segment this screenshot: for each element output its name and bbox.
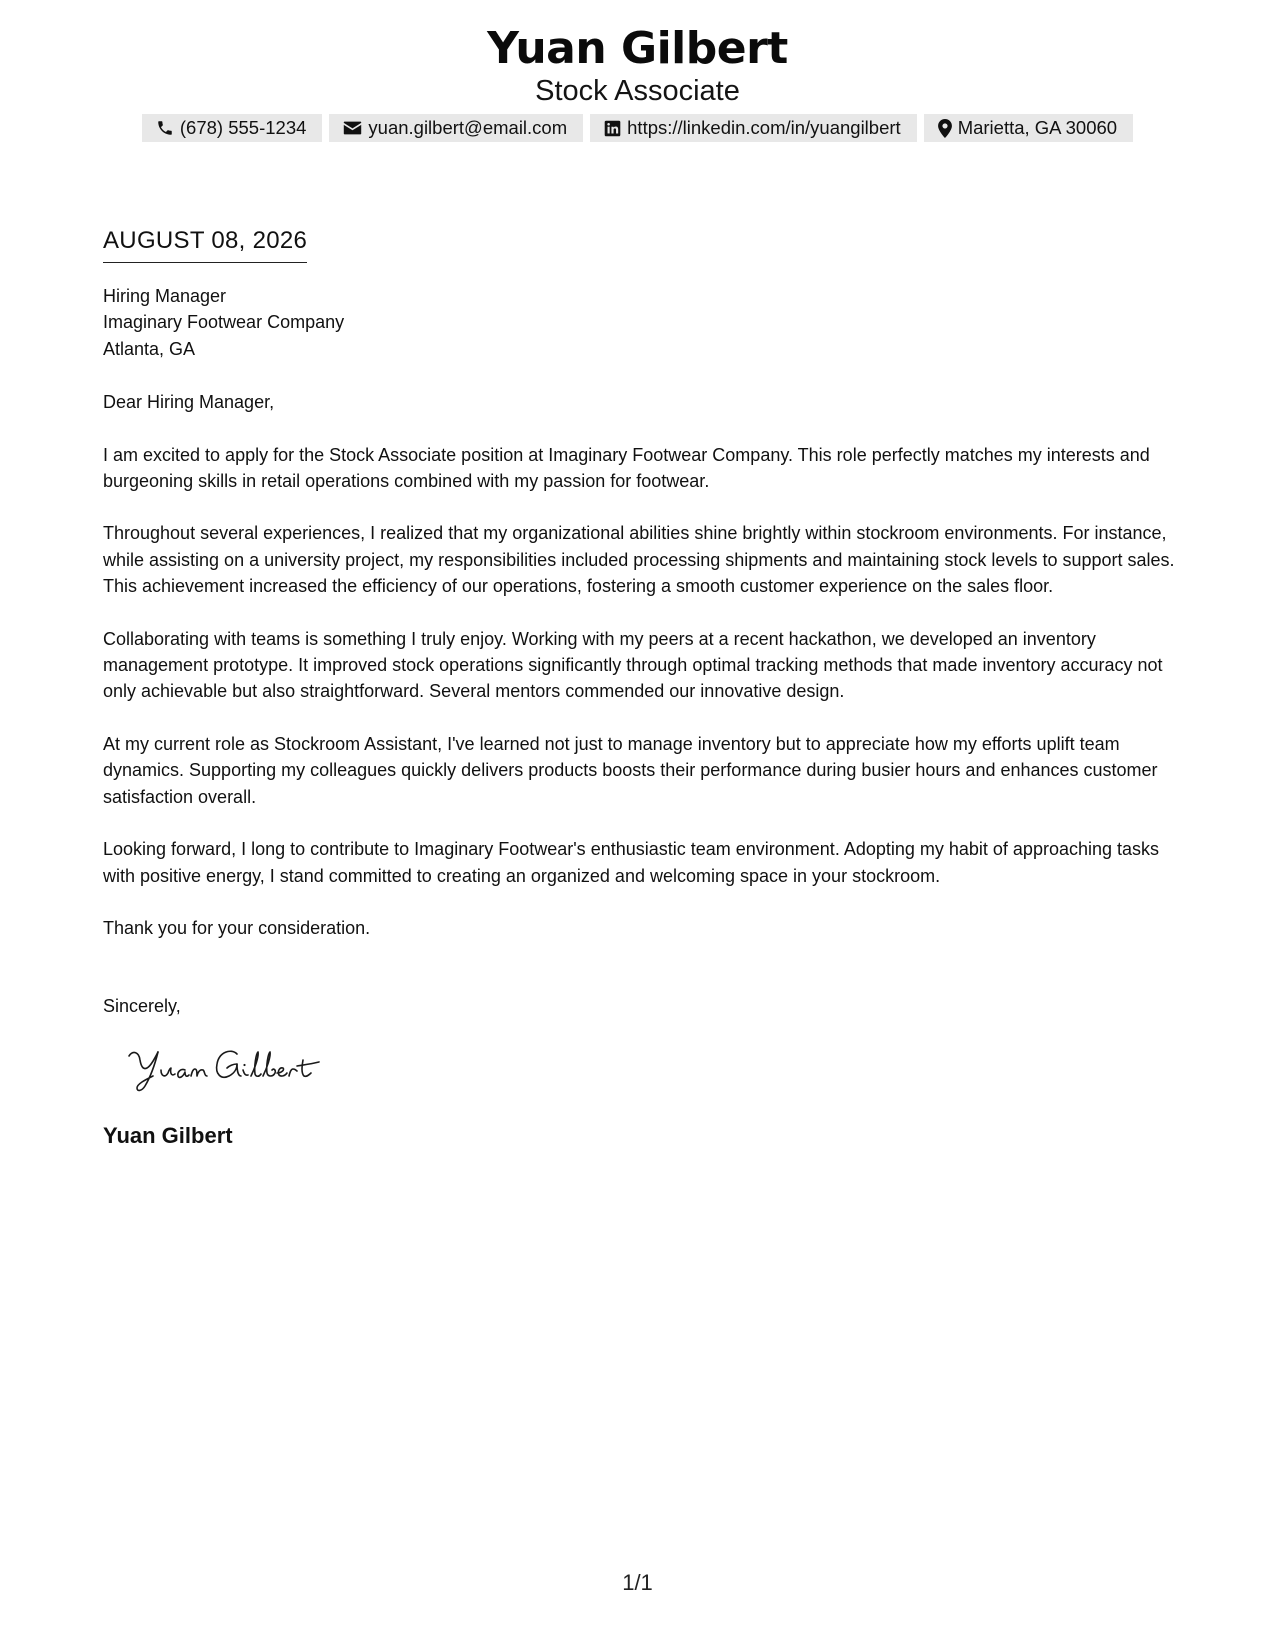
contact-linkedin [590,114,917,142]
contact-email [329,114,583,142]
salutation: Dear Hiring Manager, [103,392,275,413]
map-pin-icon [938,119,952,138]
linkedin-url[interactable]: https://linkedin.com/in/yuangilbert [627,117,901,138]
applicant-role: Stock Associate [535,75,740,107]
paragraph-forward: Looking forward, I long to contribute to Imaginary Footwear's enthusiastic team environment. Adopting my habit of approaching tasks with positive energy, I stand committed to creating an organized and welcoming space in your stockroom. [103,839,1160,886]
paragraph-thanks: Thank you for your consideration. [103,917,371,938]
applicant-name: Yuan Gilbert [487,23,788,74]
signer-name: Yuan Gilbert [103,1122,233,1148]
letter-body [103,226,1178,1150]
page-indicator: 1/1 [622,1570,653,1595]
paragraph-teamwork: Collaborating with teams is something I truly enjoy. Working with my peers at a recent hackathon, we developed an inventory management prototype. It improved stock operations significantly through optimal tracking methods that made inventory accuracy not only achievable but also straightforward. Several mentors commended our innovative design. [103,628,1163,702]
paragraph-current-role: At my current role as Stockroom Assistant, I've learned not just to manage inventory but to appreciate how my efforts uplift team dynamics. Supporting my colleagues quickly delivers products boosts their performance during busier hours and enhances customer satisfaction overall. [103,733,1158,807]
location-text: Marietta, GA 30060 [957,117,1118,138]
contact-location [924,114,1133,142]
closing: Sincerely, [103,996,181,1017]
paragraph-intro: I am excited to apply for the Stock Associate position at Imaginary Footwear Company. This role perfectly matches my interests and burgeoning skills in retail operations combined with my passion for footwear. [103,444,1150,492]
phone-icon [156,119,174,137]
contact-bar [0,114,1275,142]
paragraph-experience: Throughout several experiences, I realized that my organizational abilities shine brightly within stockroom environments. For instance, while assisting on a university project, my responsibilities included processing shipments and maintaining stock levels to support sales. This achievement increased the efficiency of our operations, fostering a smooth customer experience on the sales floor. [103,523,1175,597]
letter-header [0,22,1275,108]
handwritten-signature [125,1040,1178,1100]
recipient-location: Atlanta, GA [103,338,196,359]
email-address[interactable]: yuan.gilbert@email.com [368,117,568,138]
phone-number: (678) 555-1234 [179,117,307,138]
recipient-title: Hiring Manager [103,286,227,306]
linkedin-icon [604,120,621,137]
recipient-block [103,283,1178,362]
letter-date: AUGUST 08, 2026 [103,226,307,263]
recipient-company: Imaginary Footwear Company [103,312,345,333]
envelope-icon [343,120,362,136]
contact-phone [142,114,323,142]
